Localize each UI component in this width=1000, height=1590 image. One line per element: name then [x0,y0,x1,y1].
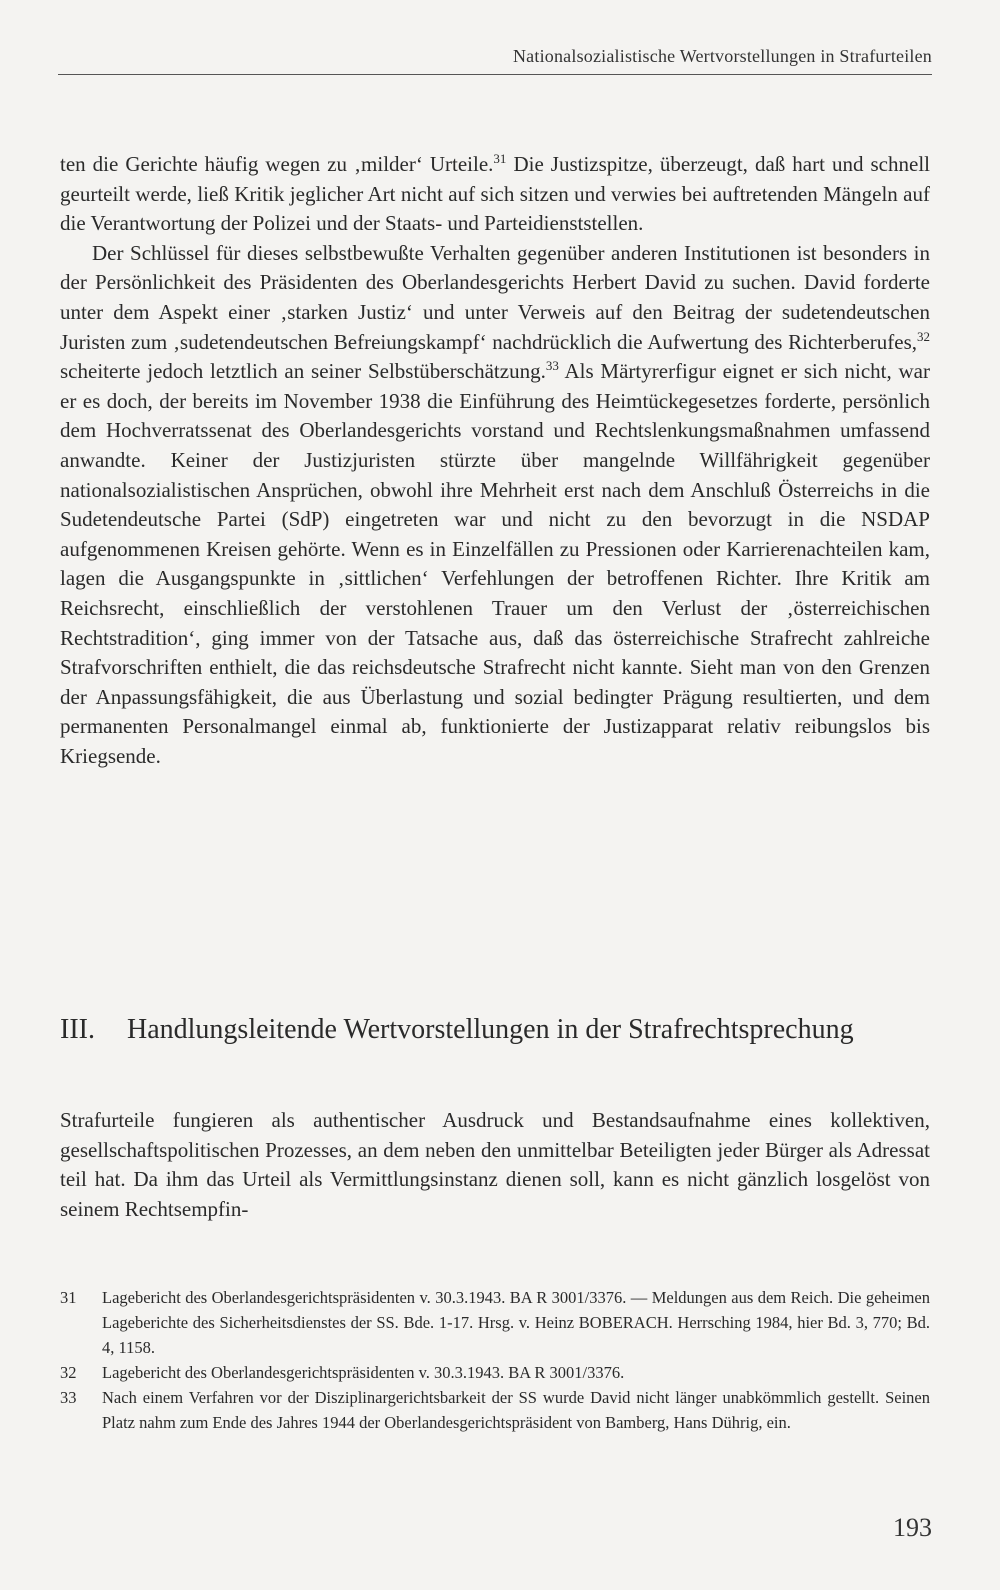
paragraph-text: ten die Gerichte häufig wegen zu ‚milder‘ Urteile. [60,152,494,176]
paragraph-text: Der Schlüssel für dieses selbstbewußte Verhalten gegenüber anderen Institutionen ist besonders in der Persönlichkeit des Präsidenten des Oberlandesgerichts Herbert David zu suchen. David forderte unter dem Aspekt einer ‚starken Justiz‘ und unter Verweis auf den Beitrag der sudetendeutschen Juristen zum ‚sudetendeutschen Befreiungskampf‘ nachdrücklich die Aufwertung des Richterberufes, [60,240,930,354]
section-number: III. [60,1014,95,1045]
section-title: Handlungsleitende Wertvorstellungen in der Strafrechtsprechung [127,1014,854,1045]
paragraph-text: Die Justizspitze, überzeugt, daß hart und schnell geurteilt werde, ließ Kritik jeglicher Art nicht auf sich sitzen und verwies bei auftretenden Mängeln auf die Verantwortung der Polizei und der Staats- und Parteidienststellen. [60,152,930,236]
footnotes [60,1285,930,1435]
footnote [60,1360,930,1385]
footnote-text: Lagebericht des Oberlandesgerichtspräsidenten v. 30.3.1943. BA R 3001/3376. [102,1363,625,1382]
body-text [60,150,930,771]
footnote-number: 31 [60,1288,77,1307]
footnote-number: 32 [60,1363,77,1382]
running-head: Nationalsozialistische Wertvorstellungen in Strafurteilen [512,46,932,66]
footnote [60,1385,930,1435]
footnote [60,1285,930,1360]
paragraph-text: scheiterte jedoch letztlich an seiner Selbstüberschätzung. [60,359,546,384]
header-rule [58,74,932,75]
paragraph [60,150,930,239]
footnote-number: 33 [60,1388,77,1407]
footnote-text: Lagebericht des Oberlandesgerichtspräsidenten v. 30.3.1943. BA R 3001/3376. — Meldungen aus dem Reich. Die geheimen Lageberichte des Sicherheitsdienstes der SS. Bde. 1-17. Hrsg. v. Heinz BOBERACH. Herrsching 1984, hier Bd. 3, 770; Bd. 4, 1158. [102,1288,930,1357]
paragraph: Strafurteile fungieren als authentischer Ausdruck und Bestandsaufnahme eines kollektiven, gesellschaftspolitischen Prozesses, an dem neben den unmittelbar Beteiligten jeder Bürger als Adressat teil hat. Da ihm das Urteil als Vermittlungsinstanz dienen soll, kann es nicht gänzlich losgelöst von seinem Rechtsempfin- [60,1108,930,1221]
footnote-ref: 33 [545,358,559,374]
paragraph [60,239,930,772]
page-number: 193 [893,1513,932,1542]
paragraph-text: Als Märtyrerfigur eignet er sich nicht, war er es doch, der bereits im November 1938 die Einführung des Heimtückegesetzes forderte, persönlich dem Hochverratssenat des Oberlandesgerichts vorstand und Rechtslenkungsmaßnahmen umfassend anwandte. Keiner der Justizjuristen stürzte über mangelnde Willfährigkeit gegenüber nationalsozialistischen Ansprüchen, obwohl ihre Mehrheit erst nach dem Anschluß Österreichs in die Sudetendeutsche Partei (SdP) eingetreten war und nicht zu den bevorzugt in die NSDAP aufgenommenen Kreisen gehörte. Wenn es in Einzelfällen zu Pressionen oder Karrierenachteilen kam, lagen die Ausgangspunkte in ‚sittlichen‘ Verfehlungen der betroffenen Richter. Ihre Kritik am Reichsrecht, einschließlich der verstohlenen Trauer um den Verlust der ‚österreichischen Rechtstradition‘, ging immer von der Tatsache aus, daß das österreichische Strafrecht zahlreiche Strafvorschriften enthielt, die das reichsdeutsche Strafrecht nicht kannte. Sieht man von den Grenzen der Anpassungsfähigkeit, die aus Überlastung und sozial bedingter Prägung resultierten, und dem permanenten Personalmangel einmal ab, funktionierte der Justizapparat relativ reibungslos bis Kriegsende. [60,359,930,768]
footnote-ref: 31 [493,151,507,166]
footnote-text: Nach einem Verfahren vor der Disziplinargerichtsbarkeit der SS wurde David nicht länger unabkömmlich gestellt. Seinen Platz nahm zum Ende des Jahres 1944 der Oberlandesgerichtspräsident von Bamberg, Hans Dührig, ein. [102,1388,930,1432]
section-heading [60,1013,930,1046]
section-body-text [60,1106,930,1224]
footnote-ref: 32 [917,328,930,344]
